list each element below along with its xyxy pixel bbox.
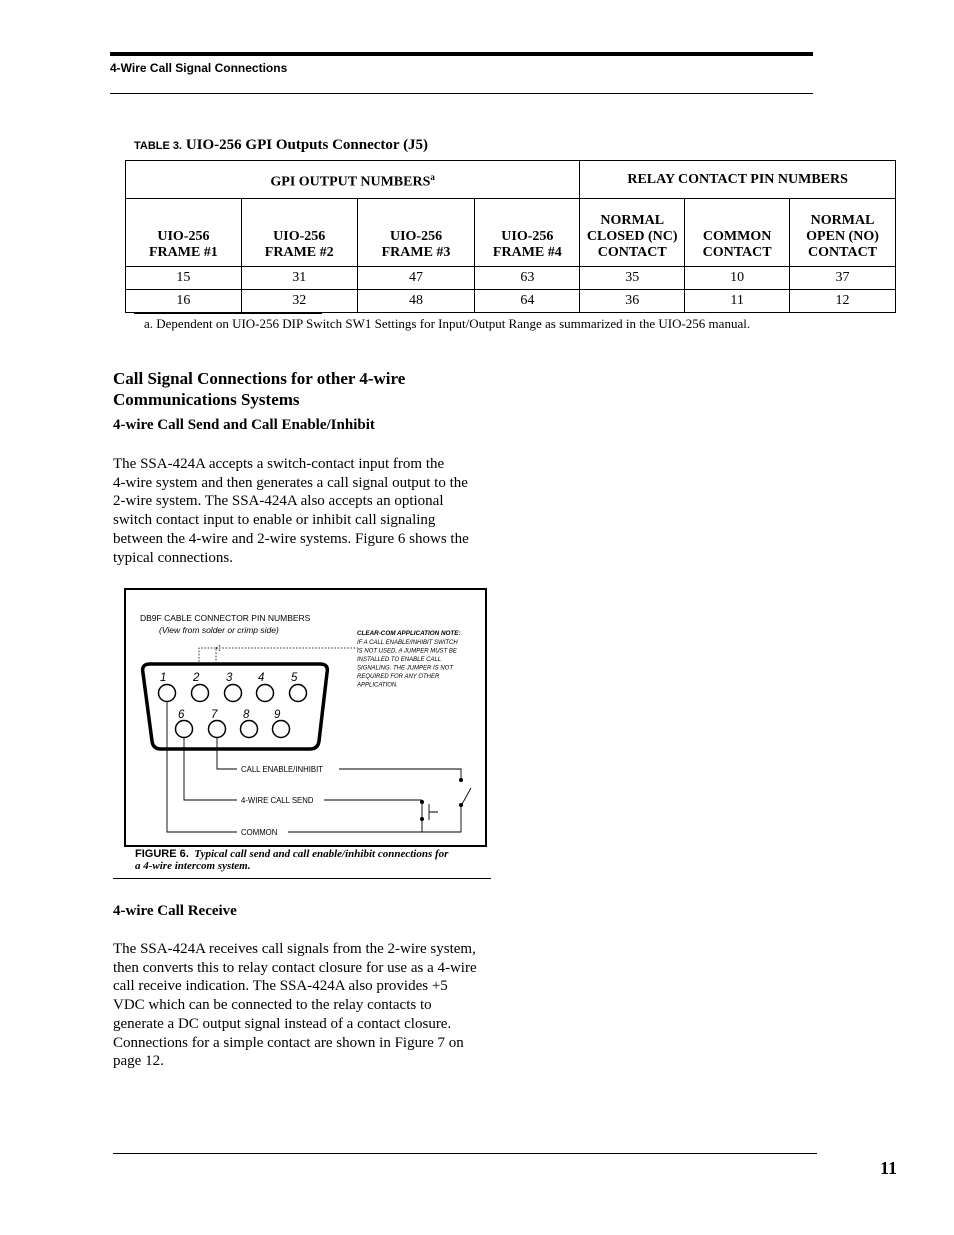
app-note-line: REQUIRED FOR ANY OTHER [357, 674, 440, 680]
switch-contact-dot [420, 817, 424, 821]
gpi-outputs-table [125, 160, 896, 313]
column-header: UIO-256 FRAME #1 [126, 199, 242, 267]
subsection-title-receive: 4-wire Call Receive [113, 903, 237, 919]
table-cell: 37 [790, 267, 896, 290]
figure-caption-text: Typical call send and call enable/inhibit connections for [194, 848, 449, 860]
page-number: 11 [880, 1158, 898, 1178]
figure-title: DB9F CABLE CONNECTOR PIN NUMBERS [140, 613, 311, 623]
figure-subtitle: (View from solder or crimp side) [159, 625, 279, 635]
pin-7 [209, 721, 226, 738]
table-cell: 47 [357, 267, 475, 290]
subsection-title-send: 4-wire Call Send and Call Enable/Inhibit [113, 417, 375, 433]
table-label: TABLE 3. [134, 140, 183, 152]
app-note-title: CLEAR-COM APPLICATION NOTE: [357, 630, 461, 637]
app-note-line: SIGNALING. THE JUMPER IS NOT [357, 665, 454, 672]
group-header-gpi: GPI OUTPUT NUMBERS$^a$ [126, 161, 580, 199]
figure-6-diagram [124, 588, 487, 847]
pin-number: 4 [258, 672, 265, 684]
table-cell: 12 [790, 290, 896, 313]
footnote-rule [134, 313, 322, 314]
table-cell: 11 [685, 290, 790, 313]
pin-number: 6 [178, 709, 185, 721]
wire-label-send: 4-WIRE CALL SEND [241, 796, 314, 805]
pin-1 [159, 685, 176, 702]
pin-number: 3 [226, 672, 233, 684]
figure-caption-text: a 4-wire intercom system. [135, 860, 251, 872]
header-rule [110, 93, 813, 94]
pin-6 [176, 721, 193, 738]
app-note-line: IS NOT USED, A JUMPER MUST BE [357, 648, 457, 655]
switch-contact-dot [459, 803, 463, 807]
running-header: 4-Wire Call Signal Connections [110, 61, 288, 75]
pin-number: 1 [160, 672, 167, 684]
column-header: UIO-256 FRAME #4 [475, 199, 580, 267]
send-paragraph: The SSA-424A accepts a switch-contact input from the 4-wire system and then generates a call signal output to the 2-wire system. The SSA-424A also accepts an optional switch contact input to enable or inhibit call signaling between the 4-wire and 2-wire systems. Figure 6 shows the typical connections. [113, 456, 469, 566]
table-caption [134, 137, 428, 154]
table-row [126, 267, 896, 290]
table-footnote: a. Dependent on UIO-256 DIP Switch SW1 Settings for Input/Output Range as summarized in the UIO-256 manual. [144, 316, 751, 331]
table-cell: 63 [475, 267, 580, 290]
pin-number: 2 [193, 672, 200, 684]
table-cell: 35 [580, 267, 685, 290]
db9-wiring-diagram [126, 590, 485, 845]
column-header: UIO-256 FRAME #3 [357, 199, 475, 267]
wire-label-common: COMMON [241, 828, 278, 837]
table-cell: 16 [126, 290, 242, 313]
pin-number: 7 [211, 709, 218, 721]
app-note-line: IF A CALL ENABLE/INHIBIT SWITCH [357, 640, 458, 646]
column-header: UIO-256 FRAME #2 [241, 199, 357, 267]
table-cell: 32 [241, 290, 357, 313]
switch-contact-dot [459, 778, 463, 782]
column-header: NORMAL CLOSED (NC) CONTACT [580, 199, 685, 267]
switch-contact-dot [420, 800, 424, 804]
db9-connector-shell [143, 664, 328, 749]
app-note-line: APPLICATION. [357, 682, 398, 689]
footer-rule [113, 1153, 817, 1154]
figure-rule [113, 878, 491, 879]
figure-label: FIGURE 6. [135, 848, 189, 860]
table-cell: 36 [580, 290, 685, 313]
table-cell: 10 [685, 267, 790, 290]
receive-paragraph: The SSA-424A receives call signals from the 2-wire system, then converts this to relay contact closure for use as a 4-wire call receive indication. The SSA-424A also provides +5 VDC which can be connected to the relay contacts to generate a DC output signal instead of a contact closure. Connections for a simple contact are shown in Figure 7 on page 12. [113, 941, 477, 1070]
table-cell: 15 [126, 267, 242, 290]
pin-4 [257, 685, 274, 702]
pin-number: 5 [291, 672, 298, 684]
table-row [126, 290, 896, 313]
table-cell: 31 [241, 267, 357, 290]
pin-number: 9 [274, 709, 281, 721]
pin-9 [273, 721, 290, 738]
table-title: UIO-256 GPI Outputs Connector (J5) [185, 137, 429, 153]
pin-2 [192, 685, 209, 702]
pin-8 [241, 721, 258, 738]
pin-number: 8 [243, 709, 250, 721]
app-note-line: INSTALLED TO ENABLE CALL [357, 657, 442, 663]
section-title: Call Signal Connections for other 4-wire Communications Systems [113, 369, 406, 409]
table-cell: 48 [357, 290, 475, 313]
wire-label-enable: CALL ENABLE/INHIBIT [241, 765, 324, 774]
column-header: NORMAL OPEN (NO) CONTACT [790, 199, 896, 267]
header-top-rule [110, 52, 813, 56]
pin-3 [225, 685, 242, 702]
group-header-relay: RELAY CONTACT PIN NUMBERS [580, 161, 896, 199]
figure-caption [135, 848, 495, 872]
column-header: COMMON CONTACT [685, 199, 790, 267]
pin-5 [290, 685, 307, 702]
table-cell: 64 [475, 290, 580, 313]
